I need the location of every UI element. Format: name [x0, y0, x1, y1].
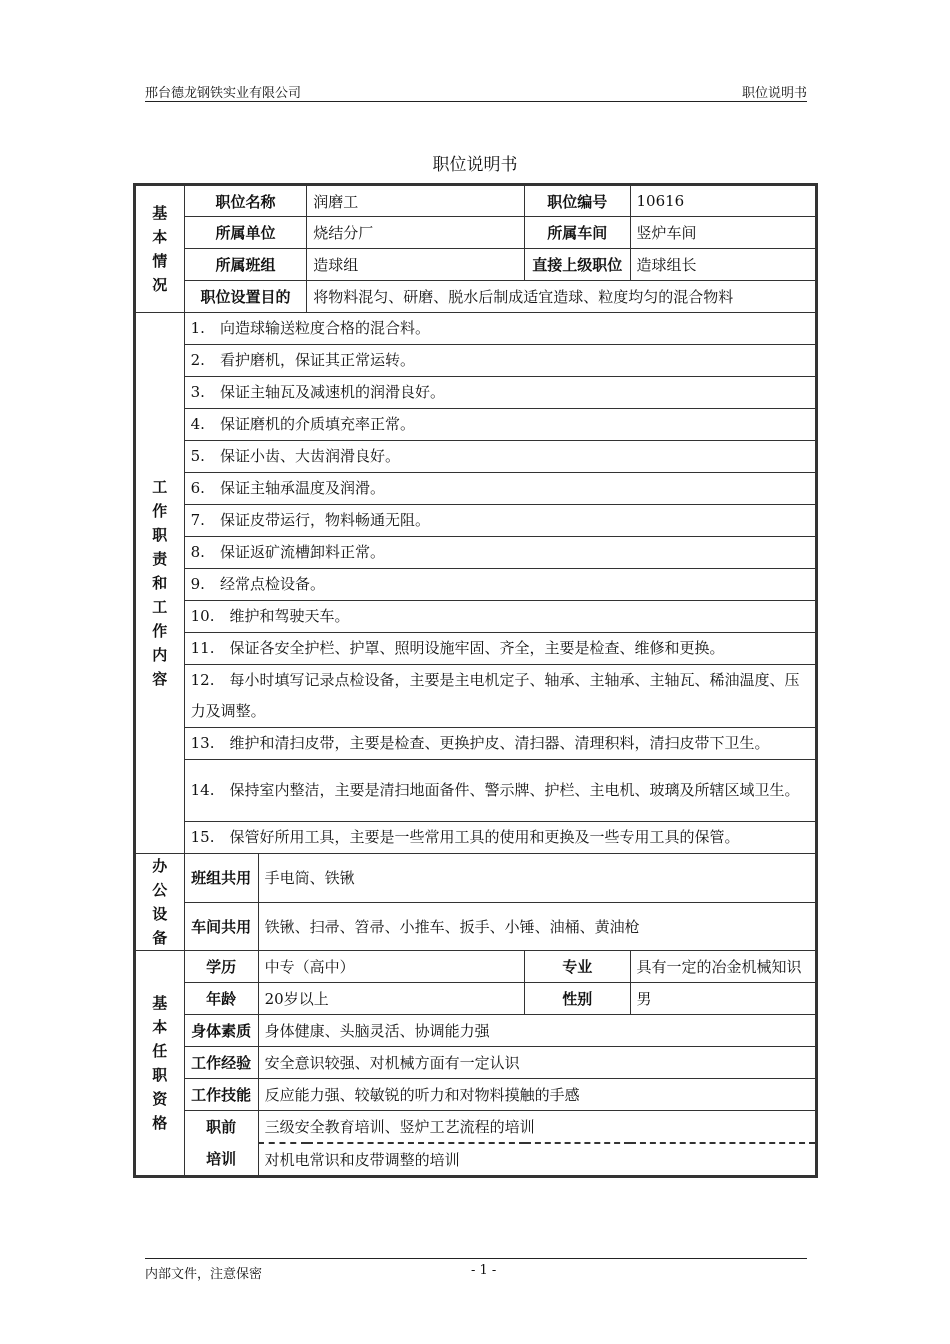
age: 20岁以上	[258, 983, 525, 1015]
training-2: 对机电常识和皮带调整的培训	[258, 1143, 816, 1177]
superior-label: 直接上级职位	[525, 249, 630, 281]
duty-row	[135, 728, 817, 760]
skills-label: 工作技能	[184, 1079, 258, 1111]
duty-row	[135, 505, 817, 537]
gender-label: 性别	[525, 983, 630, 1015]
section-qualifications	[135, 951, 185, 1177]
duty-item: 2. 看护磨机，保证其正常运转。	[184, 345, 816, 377]
basic-row-2	[135, 217, 817, 249]
duty-row	[135, 409, 817, 441]
workshop: 竖炉车间	[630, 217, 817, 249]
workshop-equipment-label: 车间共用	[184, 902, 258, 951]
unit: 烧结分厂	[307, 217, 525, 249]
basic-row-1	[135, 185, 817, 217]
section-basic	[135, 185, 185, 313]
qual-row-2	[135, 983, 817, 1015]
team-equipment-label: 班组共用	[184, 854, 258, 903]
page-header	[145, 82, 807, 102]
workshop-equipment: 铁锹、扫帚、笤帚、小推车、扳手、小锤、油桶、黄油枪	[258, 902, 816, 951]
team-label: 所属班组	[184, 249, 307, 281]
duty-row	[135, 601, 817, 633]
age-label: 年龄	[184, 983, 258, 1015]
duty-item: 10. 维护和驾驶天车。	[184, 601, 816, 633]
physical-label: 身体素质	[184, 1015, 258, 1047]
duty-row	[135, 473, 817, 505]
team-equipment: 手电筒、铁锹	[258, 854, 816, 903]
duty-row	[135, 760, 817, 822]
header-doc-type: 职位说明书	[741, 86, 807, 101]
basic-row-3	[135, 249, 817, 281]
job-description-table	[133, 183, 818, 1178]
team: 造球组	[307, 249, 525, 281]
position-name-label: 职位名称	[184, 185, 307, 217]
duty-row	[135, 537, 817, 569]
duty-item: 11. 保证各安全护栏、护罩、照明设施牢固、齐全，主要是检查、维修和更换。	[184, 633, 816, 665]
duty-item: 7. 保证皮带运行，物料畅通无阻。	[184, 505, 816, 537]
qual-row-5	[135, 1079, 817, 1111]
education-label: 学历	[184, 951, 258, 983]
basic-row-4	[135, 281, 817, 313]
position-name: 润磨工	[307, 185, 525, 217]
duty-row	[135, 377, 817, 409]
page-number: - 1 -	[471, 1263, 497, 1278]
duty-item: 13. 维护和清扫皮带，主要是检查、更换护皮、清扫器、清理积料，清扫皮带下卫生。	[184, 728, 816, 760]
experience: 安全意识较强、对机械方面有一定认识	[258, 1047, 816, 1079]
section-qualifications-label: 基本任职资格	[152, 994, 168, 1132]
duty-item: 3. 保证主轴瓦及减速机的润滑良好。	[184, 377, 816, 409]
major: 具有一定的冶金机械知识	[630, 951, 817, 983]
gender: 男	[630, 983, 817, 1015]
skills: 反应能力强、较敏锐的听力和对物料摸触的手感	[258, 1079, 816, 1111]
duty-row	[135, 441, 817, 473]
duty-row	[135, 822, 817, 854]
workshop-label: 所属车间	[525, 217, 630, 249]
duty-item: 6. 保证主轴承温度及润滑。	[184, 473, 816, 505]
qual-row-4	[135, 1047, 817, 1079]
training-1: 三级安全教育培训、竖炉工艺流程的培训	[258, 1111, 816, 1144]
section-duties-label: 工作职责和工作内容	[152, 478, 168, 688]
duty-item: 5. 保证小齿、大齿润滑良好。	[184, 441, 816, 473]
experience-label: 工作经验	[184, 1047, 258, 1079]
position-no-label: 职位编号	[525, 185, 630, 217]
duty-row	[135, 633, 817, 665]
duty-item: 9. 经常点检设备。	[184, 569, 816, 601]
purpose: 将物料混匀、研磨、脱水后制成适宜造球、粒度均匀的混合物料	[307, 281, 817, 313]
position-no: 10616	[630, 185, 817, 217]
equipment-row-2	[135, 902, 817, 951]
physical: 身体健康、头脑灵活、协调能力强	[258, 1015, 816, 1047]
superior: 造球组长	[630, 249, 817, 281]
qual-row-1	[135, 951, 817, 983]
training-label-2: 培训	[184, 1143, 258, 1177]
duty-item: 12. 每小时填写记录点检设备，主要是主电机定子、轴承、主轴承、主轴瓦、稀油温度、压力及调整。	[184, 665, 816, 728]
qual-row-3	[135, 1015, 817, 1047]
section-equipment	[135, 854, 185, 951]
equipment-row-1	[135, 854, 817, 903]
company-name: 邢台德龙钢铁实业有限公司	[145, 86, 302, 101]
duty-item: 14. 保持室内整洁，主要是清扫地面备件、警示牌、护栏、主电机、玻璃及所辖区域卫生。	[184, 760, 816, 822]
training-label-1: 职前	[184, 1111, 258, 1144]
qual-row-7	[135, 1143, 817, 1177]
purpose-label: 职位设置目的	[184, 281, 307, 313]
duty-row	[135, 665, 817, 728]
page-footer	[145, 1258, 807, 1282]
section-basic-label: 基本情况	[152, 204, 168, 294]
unit-label: 所属单位	[184, 217, 307, 249]
section-equipment-label: 办公设备	[152, 857, 168, 947]
education: 中专（高中）	[258, 951, 525, 983]
document-title: 职位说明书	[432, 155, 518, 175]
section-duties	[135, 313, 185, 854]
duty-item: 1. 向造球输送粒度合格的混合料。	[184, 313, 816, 345]
duty-item: 4. 保证磨机的介质填充率正常。	[184, 409, 816, 441]
major-label: 专业	[525, 951, 630, 983]
duty-item: 8. 保证返矿流槽卸料正常。	[184, 537, 816, 569]
duty-row	[135, 345, 817, 377]
footer-note: 内部文件，注意保密	[145, 1267, 263, 1282]
qual-row-6	[135, 1111, 817, 1144]
duty-item: 15. 保管好所用工具，主要是一些常用工具的使用和更换及一些专用工具的保管。	[184, 822, 816, 854]
duty-row	[135, 313, 817, 345]
duty-row	[135, 569, 817, 601]
